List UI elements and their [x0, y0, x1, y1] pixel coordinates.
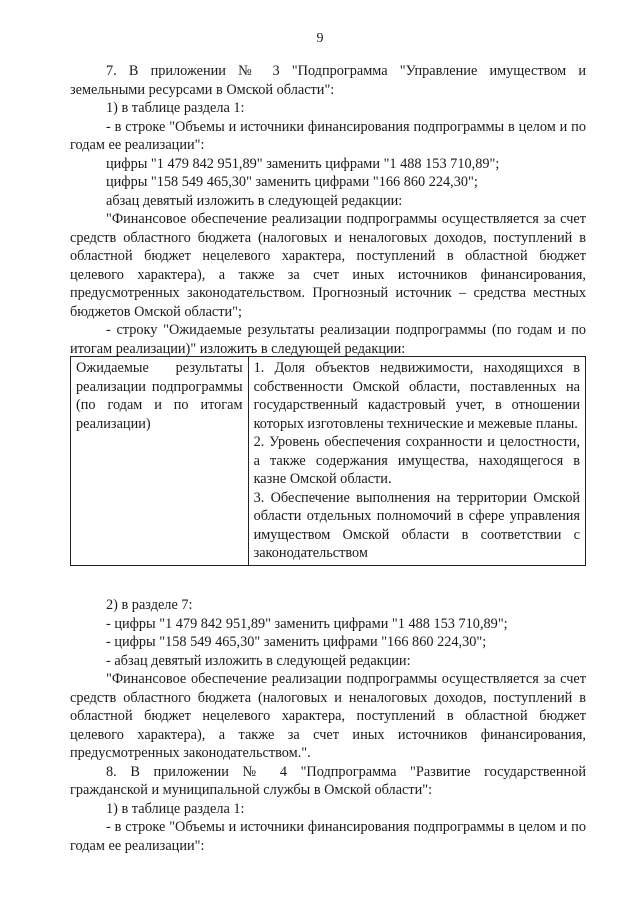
section-7-amendments	[70, 62, 586, 358]
paragraph-ninth-abzac: абзац девятый изложить в следующей редакции:	[106, 192, 403, 209]
paragraph-financing-text: "Финансовое обеспечение реализации подпрограммы осуществляется за счет средств областного бюджета (налоговых и неналоговых доходов, поступлений в областной бюджет нецелевого характера, поступлений в областной бюджет целевого характера), а также за счет иных источников финансирования, предусмотренных законодательством. Прогнозный источник – средства местных бюджетов Омской области";	[70, 211, 586, 320]
result-item-3: 3. Обеспечение выполнения на территории Омской области отдельных полномочий в сфере управления имуществом Омской области в соответствии с законодательством	[253, 489, 580, 561]
paragraph-table-section-1: 1) в таблице раздела 1:	[106, 100, 245, 116]
paragraph-figures-1: цифры "1 479 842 951,89" заменить цифрами "1 488 153 710,89";	[106, 155, 500, 172]
paragraph-expected-results-row: - строку "Ожидаемые результаты реализации подпрограммы (по годам и по итогам реализации)" изложить в следующей редакции:	[70, 322, 586, 357]
page-number: 9	[316, 31, 324, 46]
result-item-1: 1. Доля объектов недвижимости, находящихся в собственности Омской области, поставленных на государственный кадастровый учет, в отношении которых изготовлены технические и межевые планы.	[253, 360, 580, 432]
paragraph-section-7: 2) в разделе 7:	[106, 597, 193, 613]
paragraph-table-section-1-b: 1) в таблице раздела 1:	[106, 800, 245, 817]
paragraph-financing-text-2: "Финансовое обеспечение реализации подпрограммы осуществляется за счет средств областного бюджета (налоговых и неналоговых доходов, поступлений в областной бюджет нецелевого характера, поступлений в областной бюджет целевого характера), а также за счет иных источников финансирования, предусмотренных законодательством.".	[70, 671, 586, 761]
paragraph-item-7: 7. В приложении № 3 "Подпрограмма "Управление имуществом и земельными ресурсами в Омской области":	[70, 63, 586, 98]
table-row	[71, 357, 586, 566]
paragraph-financing-row: - в строке "Объемы и источники финансирования подпрограммы в целом и по годам ее реализации":	[70, 118, 586, 153]
result-item-2: 2. Уровень обеспечения сохранности и целостности, а также содержания имущества, находящегося в казне Омской области.	[253, 434, 580, 487]
paragraph-figures-3: - цифры "1 479 842 951,89" заменить цифрами "1 488 153 710,89";	[106, 615, 508, 632]
paragraph-financing-row-b: - в строке "Объемы и источники финансирования подпрограммы в целом и по годам ее реализации":	[70, 819, 586, 854]
table-label-cell: Ожидаемые результаты реализации подпрограммы (по годам и по итогам реализации)	[71, 357, 249, 566]
paragraph-figures-2: цифры "158 549 465,30" заменить цифрами "166 860 224,30";	[106, 174, 478, 190]
section-7-part-2	[70, 596, 586, 855]
expected-results-table	[70, 356, 586, 566]
paragraph-ninth-abzac-2: - абзац девятый изложить в следующей редакции:	[106, 652, 411, 669]
paragraph-item-8: 8. В приложении № 4 "Подпрограмма "Развитие государственной гражданской и муниципальной службы в Омской области":	[70, 763, 586, 798]
paragraph-figures-4: - цифры "158 549 465,30" заменить цифрами "166 860 224,30";	[106, 634, 487, 650]
table-value-cell	[248, 357, 585, 566]
